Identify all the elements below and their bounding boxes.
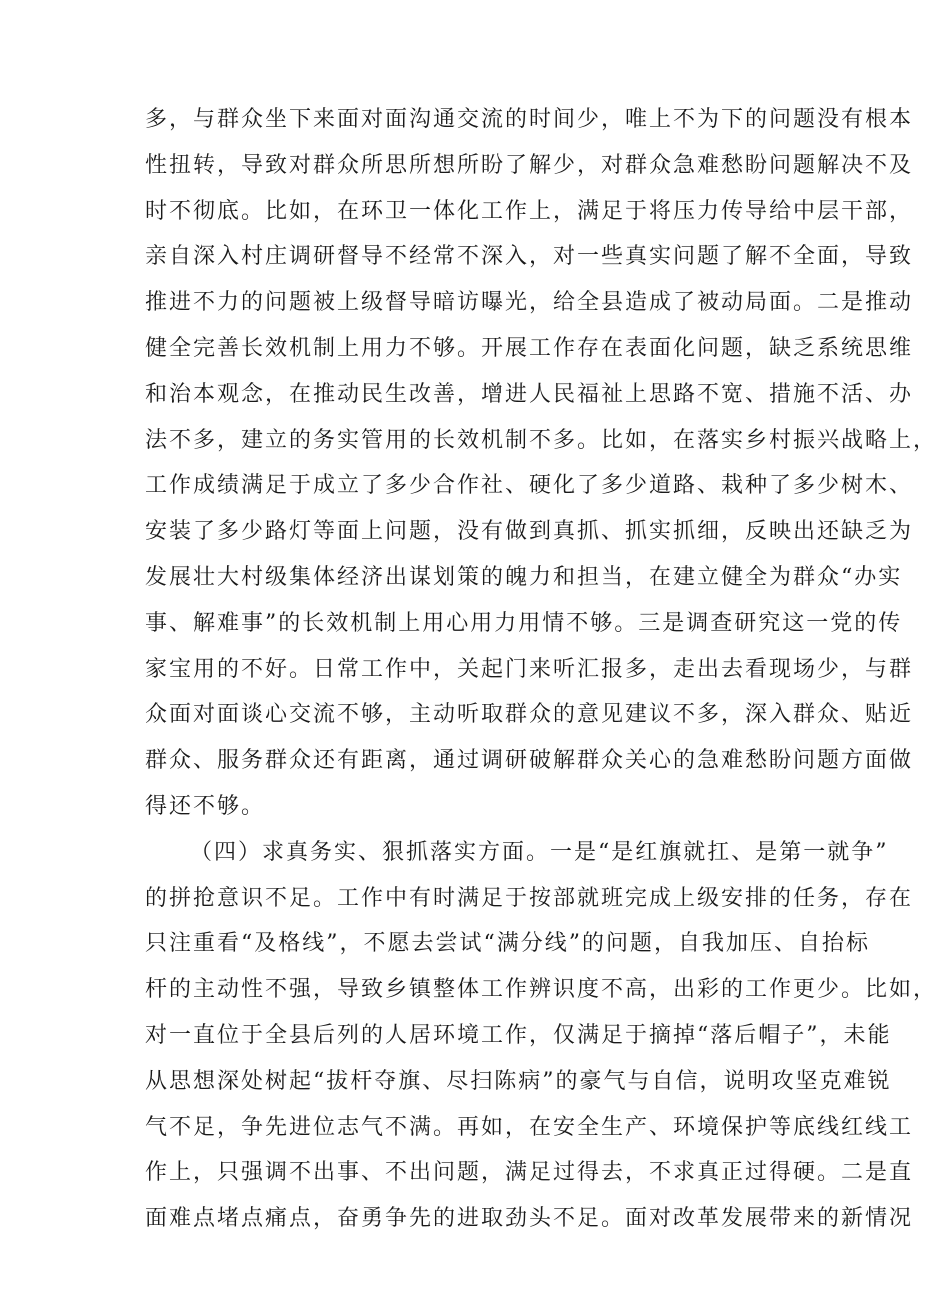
text-line: 安装了多少路灯等面上问题，没有做到真抓、抓实抓细，反映出还缺乏为 (145, 519, 914, 544)
text-line: 法不多，建立的务实管用的长效机制不多。比如，在落实乡村振兴战略上， (145, 428, 937, 453)
text-line: 众面对面谈心交流不够，主动听取群众的意见建议不多，深入群众、贴近 (145, 702, 914, 727)
text-line: 对一直位于全县后列的人居环境工作，仅满足于摘掉“落后帽子”，未能 (145, 1023, 892, 1048)
text-line: 亲自深入村庄调研督导不经常不深入，对一些真实问题了解不全面，导致 (145, 244, 914, 269)
section-heading-line: （四）求真务实、狠抓落实方面。一是“是红旗就扛、是第一就争” (190, 840, 889, 865)
text-line: 杆的主动性不强，导致乡镇整体工作辨识度不高，出彩的工作更少。比如， (145, 977, 937, 1002)
text-line: 和治本观念，在推动民生改善，增进人民福祉上思路不宽、措施不活、办 (145, 382, 914, 407)
text-line: 工作成绩满足于成立了多少合作社、硬化了多少道路、栽种了多少树木、 (145, 473, 914, 498)
text-line: 健全完善长效机制上用力不够。开展工作存在表面化问题，缺乏系统思维 (145, 336, 914, 361)
text-line: 面难点堵点痛点，奋勇争先的进取劲头不足。面对改革发展带来的新情况 (145, 1206, 914, 1231)
text-line: 的拼抢意识不足。工作中有时满足于按部就班完成上级安排的任务，存在 (145, 886, 914, 911)
text-line: 推进不力的问题被上级督导暗访曝光，给全县造成了被动局面。二是推动 (145, 290, 914, 315)
text-line: 事、解难事”的长效机制上用心用力用情不够。三是调查研究这一党的传 (145, 611, 903, 636)
text-line: 得还不够。 (145, 794, 266, 819)
text-line: 家宝用的不好。日常工作中，关起门来听汇报多，走出去看现场少，与群 (145, 657, 914, 682)
text-line: 只注重看“及格线”，不愿去尝试“满分线”的问题，自我加压、自抬标 (145, 931, 870, 956)
text-line: 气不足，争先进位志气不满。再如，在安全生产、环境保护等底线红线工 (145, 1115, 914, 1140)
text-line: 多，与群众坐下来面对面沟通交流的时间少，唯上不为下的问题没有根本 (145, 107, 914, 132)
text-line: 发展壮大村级集体经济出谋划策的魄力和担当，在建立健全为群众“办实 (145, 565, 903, 590)
text-line: 性扭转，导致对群众所思所想所盼了解少，对群众急难愁盼问题解决不及 (145, 153, 914, 178)
text-line: 从思想深处树起“拔杆夺旗、尽扫陈病”的豪气与自信，说明攻坚克难锐 (145, 1069, 892, 1094)
text-line: 群众、服务群众还有距离，通过调研破解群众关心的急难愁盼问题方面做 (145, 748, 914, 773)
text-line: 作上，只强调不出事、不出问题，满足过得去，不求真正过得硬。二是直 (145, 1160, 914, 1185)
text-line: 时不彻底。比如，在环卫一体化工作上，满足于将压力传导给中层干部， (145, 199, 914, 224)
